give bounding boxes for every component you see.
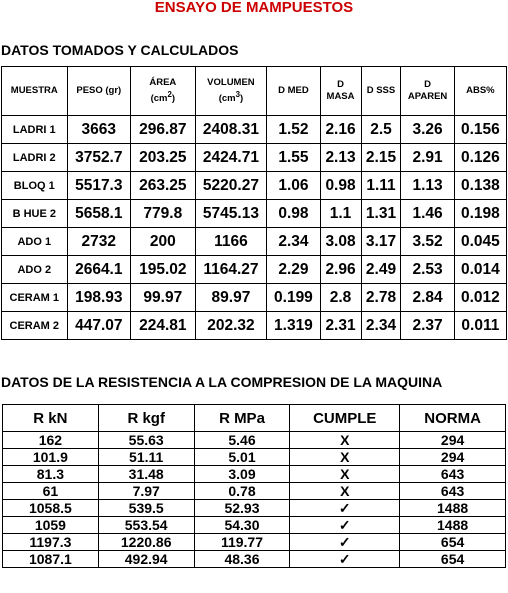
table-cell: 654 bbox=[400, 534, 506, 551]
table-cell: 0.138 bbox=[454, 172, 506, 200]
table-row bbox=[2, 256, 507, 284]
table-cell: 1087.1 bbox=[3, 551, 99, 568]
table-row bbox=[3, 483, 506, 500]
table-cell: 2.15 bbox=[361, 144, 401, 172]
table-cell: 296.87 bbox=[131, 116, 196, 144]
table-cell: 0.199 bbox=[267, 284, 320, 312]
section-heading-resistance: DATOS DE LA RESISTENCIA A LA COMPRESION DE LA MAQUINA bbox=[1, 374, 443, 390]
header-r-mpa: R MPa bbox=[194, 405, 290, 432]
table-row bbox=[2, 312, 507, 340]
table-cell: 0.198 bbox=[454, 200, 506, 228]
table-cell: 162 bbox=[3, 432, 99, 449]
table-cell: 1.31 bbox=[361, 200, 401, 228]
table-cell: 2732 bbox=[67, 228, 131, 256]
table-cell: 3.17 bbox=[361, 228, 401, 256]
table-header-row bbox=[2, 67, 507, 116]
table-cell: 5517.3 bbox=[67, 172, 131, 200]
table-cell: 1.1 bbox=[320, 200, 361, 228]
table-cell: 1197.3 bbox=[3, 534, 99, 551]
header-d-aparen: D APAREN bbox=[401, 67, 454, 116]
table-cell: 2.13 bbox=[320, 144, 361, 172]
table-cell: 0.014 bbox=[454, 256, 506, 284]
table-row bbox=[3, 432, 506, 449]
table-cell: 3.26 bbox=[401, 116, 454, 144]
table-row bbox=[2, 172, 507, 200]
table-cell: 202.32 bbox=[195, 312, 267, 340]
table-cell: 2.53 bbox=[401, 256, 454, 284]
table-cell: 294 bbox=[400, 449, 506, 466]
resistance-table bbox=[2, 404, 506, 568]
table-cell: 1166 bbox=[195, 228, 267, 256]
table-cell: 200 bbox=[131, 228, 196, 256]
table-cell: 7.97 bbox=[98, 483, 194, 500]
section-heading-data: DATOS TOMADOS Y CALCULADOS bbox=[1, 42, 239, 58]
cumple-mark: ✓ bbox=[290, 551, 400, 568]
row-label: LADRI 2 bbox=[2, 144, 68, 172]
table-cell: 2.5 bbox=[361, 116, 401, 144]
row-label: CERAM 2 bbox=[2, 312, 68, 340]
table-cell: 2.49 bbox=[361, 256, 401, 284]
table-cell: 101.9 bbox=[3, 449, 99, 466]
table-cell: 3.08 bbox=[320, 228, 361, 256]
table-cell: 1164.27 bbox=[195, 256, 267, 284]
table-cell: 643 bbox=[400, 483, 506, 500]
table-row bbox=[3, 449, 506, 466]
table-cell: 2.16 bbox=[320, 116, 361, 144]
header-peso: PESO (gr) bbox=[67, 67, 131, 116]
table-cell: 195.02 bbox=[131, 256, 196, 284]
table-row bbox=[2, 284, 507, 312]
table-cell: 0.98 bbox=[267, 200, 320, 228]
table-cell: 294 bbox=[400, 432, 506, 449]
table-cell: 198.93 bbox=[67, 284, 131, 312]
table-cell: 0.98 bbox=[320, 172, 361, 200]
table-cell: 643 bbox=[400, 466, 506, 483]
table-cell: 1220.86 bbox=[98, 534, 194, 551]
table-cell: 55.63 bbox=[98, 432, 194, 449]
table-cell: 3.09 bbox=[194, 466, 290, 483]
table-cell: 0.012 bbox=[454, 284, 506, 312]
header-d-masa: D MASA bbox=[320, 67, 361, 116]
table-cell: 5220.27 bbox=[195, 172, 267, 200]
page-title: ENSAYO DE MAMPUESTOS bbox=[154, 0, 354, 16]
table-cell: 1.319 bbox=[267, 312, 320, 340]
header-d-med: D MED bbox=[267, 67, 320, 116]
table-cell: 5.01 bbox=[194, 449, 290, 466]
table-row bbox=[3, 500, 506, 517]
header-r-kn: R kN bbox=[3, 405, 99, 432]
row-label: B HUE 2 bbox=[2, 200, 68, 228]
table-cell: 2.31 bbox=[320, 312, 361, 340]
table-cell: 0.045 bbox=[454, 228, 506, 256]
header-muestra: MUESTRA bbox=[2, 67, 68, 116]
table-cell: 48.36 bbox=[194, 551, 290, 568]
cumple-mark: X bbox=[290, 483, 400, 500]
header-norma: NORMA bbox=[400, 405, 506, 432]
cumple-mark: X bbox=[290, 449, 400, 466]
table-cell: 99.97 bbox=[131, 284, 196, 312]
table-cell: 1.13 bbox=[401, 172, 454, 200]
table-cell: 2408.31 bbox=[195, 116, 267, 144]
table-cell: 1.52 bbox=[267, 116, 320, 144]
header-r-kgf: R kgf bbox=[98, 405, 194, 432]
table-cell: 447.07 bbox=[67, 312, 131, 340]
table-cell: 2664.1 bbox=[67, 256, 131, 284]
table-cell: 0.156 bbox=[454, 116, 506, 144]
header-d-sss: D SSS bbox=[361, 67, 401, 116]
table-cell: 0.126 bbox=[454, 144, 506, 172]
table-cell: 51.11 bbox=[98, 449, 194, 466]
table-cell: 224.81 bbox=[131, 312, 196, 340]
table-cell: 0.011 bbox=[454, 312, 506, 340]
table-cell: 1058.5 bbox=[3, 500, 99, 517]
table-cell: 54.30 bbox=[194, 517, 290, 534]
table-cell: 1059 bbox=[3, 517, 99, 534]
cumple-mark: ✓ bbox=[290, 500, 400, 517]
table-row bbox=[2, 228, 507, 256]
row-label: BLOQ 1 bbox=[2, 172, 68, 200]
table-cell: 1.46 bbox=[401, 200, 454, 228]
table-cell: 779.8 bbox=[131, 200, 196, 228]
table-cell: 5658.1 bbox=[67, 200, 131, 228]
table-cell: 203.25 bbox=[131, 144, 196, 172]
row-label: LADRI 1 bbox=[2, 116, 68, 144]
table-cell: 119.77 bbox=[194, 534, 290, 551]
table-cell: 3.52 bbox=[401, 228, 454, 256]
table-cell: 5745.13 bbox=[195, 200, 267, 228]
table-cell: 1.55 bbox=[267, 144, 320, 172]
table-cell: 3663 bbox=[67, 116, 131, 144]
table-row bbox=[3, 517, 506, 534]
row-label: ADO 2 bbox=[2, 256, 68, 284]
table-cell: 2.29 bbox=[267, 256, 320, 284]
table-cell: 539.5 bbox=[98, 500, 194, 517]
table-cell: 2.84 bbox=[401, 284, 454, 312]
table-cell: 2.96 bbox=[320, 256, 361, 284]
row-label: ADO 1 bbox=[2, 228, 68, 256]
cumple-mark: X bbox=[290, 432, 400, 449]
table-cell: 654 bbox=[400, 551, 506, 568]
table-cell: 5.46 bbox=[194, 432, 290, 449]
table-cell: 89.97 bbox=[195, 284, 267, 312]
table-cell: 553.54 bbox=[98, 517, 194, 534]
table-row bbox=[3, 466, 506, 483]
table-row bbox=[2, 116, 507, 144]
table-cell: 3752.7 bbox=[67, 144, 131, 172]
table-row bbox=[2, 144, 507, 172]
table-cell: 1488 bbox=[400, 517, 506, 534]
table-cell: 1488 bbox=[400, 500, 506, 517]
table-cell: 0.78 bbox=[194, 483, 290, 500]
table-cell: 2.78 bbox=[361, 284, 401, 312]
table-cell: 81.3 bbox=[3, 466, 99, 483]
table-cell: 2424.71 bbox=[195, 144, 267, 172]
table-cell: 61 bbox=[3, 483, 99, 500]
table-row bbox=[3, 551, 506, 568]
table-row bbox=[2, 200, 507, 228]
table-cell: 2.37 bbox=[401, 312, 454, 340]
table-cell: 1.11 bbox=[361, 172, 401, 200]
table-cell: 2.34 bbox=[267, 228, 320, 256]
table-row bbox=[3, 534, 506, 551]
row-label: CERAM 1 bbox=[2, 284, 68, 312]
table-cell: 31.48 bbox=[98, 466, 194, 483]
header-area: ÁREA $(cm^2)$ bbox=[131, 67, 196, 116]
table-cell: 2.34 bbox=[361, 312, 401, 340]
table-cell: 492.94 bbox=[98, 551, 194, 568]
table-header-row bbox=[3, 405, 506, 432]
table-cell: 2.8 bbox=[320, 284, 361, 312]
cumple-mark: ✓ bbox=[290, 517, 400, 534]
header-volumen: VOLUMEN $(cm^3)$ bbox=[195, 67, 267, 116]
table-cell: 52.93 bbox=[194, 500, 290, 517]
cumple-mark: ✓ bbox=[290, 534, 400, 551]
table-cell: 263.25 bbox=[131, 172, 196, 200]
table-cell: 2.91 bbox=[401, 144, 454, 172]
cumple-mark: X bbox=[290, 466, 400, 483]
table-cell: 1.06 bbox=[267, 172, 320, 200]
header-cumple: CUMPLE bbox=[290, 405, 400, 432]
data-table bbox=[1, 66, 507, 340]
header-abs: ABS% bbox=[454, 67, 506, 116]
